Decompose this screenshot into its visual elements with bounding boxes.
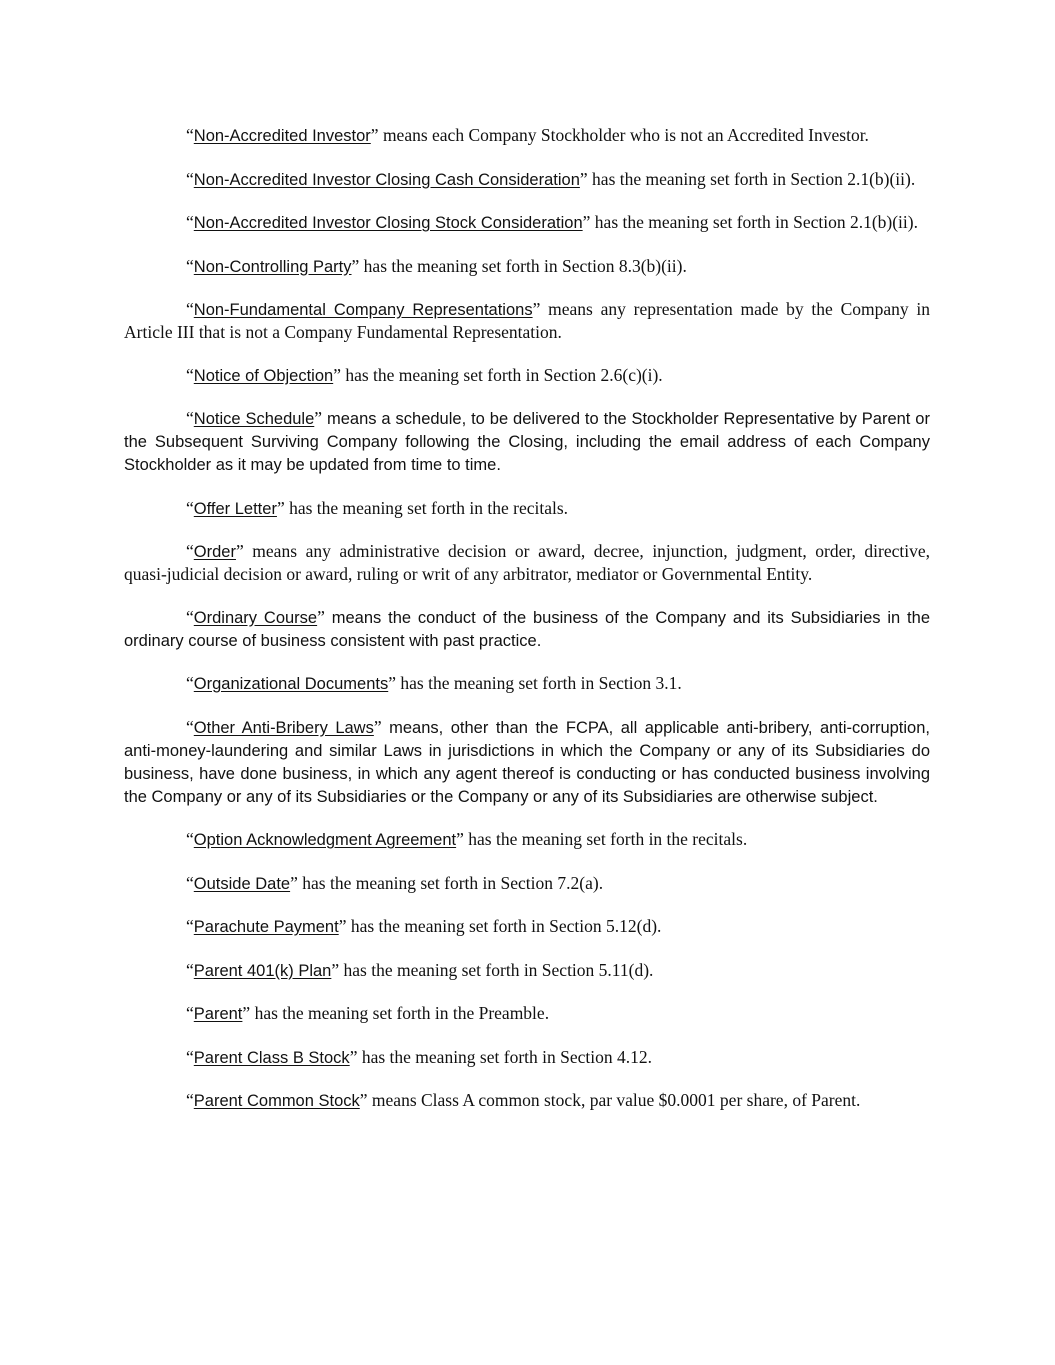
defined-term: Parachute Payment [193, 918, 339, 936]
definition-text: means any representation made by the Company in Article III that is not a Company Fundamental Representation. [124, 299, 930, 342]
definition-text: has the meaning set forth in Section 2.1(b)(ii). [587, 168, 916, 189]
defined-term: Non-Controlling Party [193, 257, 352, 276]
defined-term: Non-Accredited Investor [193, 127, 371, 145]
definition-paragraph: “Outside Date” has the meaning set forth in Section 7.2(a). [186, 872, 604, 893]
defined-term: Parent 401(k) Plan [193, 961, 332, 980]
definition-text: has the meaning set forth in Section 2.1(b)(ii). [590, 212, 918, 232]
definition-text: has the meaning set forth in Section 3.1. [396, 673, 682, 693]
defined-term: Parent Class B Stock [193, 1048, 350, 1067]
definition-paragraph: “Notice of Objection” has the meaning set forth in Section 2.6(c)(i). [186, 364, 663, 385]
defined-term: Other Anti-Bribery Laws [193, 718, 374, 737]
defined-term: Option Acknowledgment Agreement [193, 831, 457, 849]
defined-term: Parent [193, 1005, 243, 1023]
definition-paragraph: “Parachute Payment” has the meaning set forth in Section 5.12(d). [186, 916, 662, 936]
definition-paragraph: “Parent Common Stock” means Class A common stock, par value $0.0001 per share, of Parent. [186, 1090, 861, 1110]
definition-text: means the conduct of the business of the Company and its Subsidiaries in the ordinary course of business consistent with past practice. [124, 608, 930, 650]
definition-text: has the meaning set forth in the recitals. [284, 497, 569, 518]
defined-term: Notice Schedule [193, 410, 315, 428]
definition-paragraph: “Non-Accredited Investor” means each Company Stockholder who is not an Accredited Investor. [186, 125, 869, 145]
definition-paragraph: “Parent Class B Stock” has the meaning set forth in Section 4.12. [186, 1046, 652, 1067]
definition-paragraph: “Non-Controlling Party” has the meaning set forth in Section 8.3(b)(ii). [186, 255, 687, 276]
definition-text: has the meaning set forth in Section 4.12. [357, 1046, 652, 1067]
definition-text: means Class A common stock, par value $0.0001 per share, of Parent. [367, 1090, 861, 1110]
definition-text: has the meaning set forth in the Preamble. [250, 1003, 550, 1023]
definition-paragraph: “Parent” has the meaning set forth in the Preamble. [186, 1003, 550, 1023]
definition-text: means, other than the FCPA, all applicable anti-bribery, anti-corruption, anti-money-laundering and similar Laws in jurisdictions in which the Company or any of its Subsidiaries do business, have done business, in which any agent thereof is conducting or has conducted business involving the Company or any of its Subsidiaries or the Company or any of its Subsidiaries are otherwise subject. [124, 718, 930, 806]
definition-text: has the meaning set forth in Section 8.3(b)(ii). [359, 255, 687, 276]
definition-text: has the meaning set forth in the recitals. [463, 829, 748, 849]
defined-term: Outside Date [193, 874, 291, 893]
definition-paragraph: “Parent 401(k) Plan” has the meaning set forth in Section 5.11(d). [186, 959, 654, 980]
definition-paragraph: “Non-Fundamental Company Representations” means any representation made by the Company in Article III that is not a Company Fundamental Representation. [124, 299, 930, 342]
defined-term: Non-Fundamental Company Representations [193, 301, 533, 319]
defined-term: Order [193, 543, 236, 561]
definition-text: has the meaning set forth in Section 7.2(a). [297, 872, 604, 893]
definition-text: means a schedule, to be delivered to the Stockholder Representative by Parent or the Subsequent Surviving Company following the Closing, including the email address of each Company Stockholder as it may be updated from time to time. [124, 410, 930, 474]
definition-paragraph: “Notice Schedule” means a schedule, to be delivered to the Stockholder Representative by Parent or the Subsequent Surviving Company following the Closing, including the email address of each Company Stockholder as it may be updated from time to time. [124, 408, 930, 474]
definition-paragraph: “Option Acknowledgment Agreement” has the meaning set forth in the recitals. [186, 829, 748, 849]
definition-paragraph: “Other Anti-Bribery Laws” means, other than the FCPA, all applicable anti-bribery, anti-corruption, anti-money-laundering and similar Laws in jurisdictions in which the Company or any of its Subsidiaries do business, have done business, in which any agent thereof is conducting or has conducted business involving the Company or any of its Subsidiaries or the Company or any of its Subsidiaries are otherwise subject. [124, 716, 930, 806]
definition-paragraph: “Organizational Documents” has the meaning set forth in Section 3.1. [186, 673, 682, 693]
defined-term: Notice of Objection [193, 366, 334, 385]
definition-text: has the meaning set forth in Section 5.12(d). [346, 916, 662, 936]
document-page [124, 124, 930, 1133]
defined-term: Non-Accredited Investor Closing Cash Consideration [193, 170, 580, 189]
defined-term: Organizational Documents [193, 675, 389, 693]
definition-text: has the meaning set forth in Section 2.6(c)(i). [340, 364, 663, 385]
definition-text: means each Company Stockholder who is not an Accredited Investor. [378, 125, 869, 145]
definition-paragraph: “Non-Accredited Investor Closing Stock Consideration” has the meaning set forth in Section 2.1(b)(ii). [186, 212, 918, 232]
defined-term: Parent Common Stock [193, 1092, 360, 1110]
definition-text: means any administrative decision or award, decree, injunction, judgment, order, directive, quasi-judicial decision or award, ruling or writ of any arbitrator, mediator or Governmental Entity. [124, 541, 930, 584]
definition-paragraph: “Non-Accredited Investor Closing Cash Consideration” has the meaning set forth in Section 2.1(b)(ii). [186, 168, 916, 189]
definition-paragraph: “Offer Letter” has the meaning set forth in the recitals. [186, 497, 569, 518]
definition-paragraph: “Order” means any administrative decision or award, decree, injunction, judgment, order, directive, quasi-judicial decision or award, ruling or writ of any arbitrator, mediator or Governmental Entity. [124, 541, 930, 584]
defined-term: Non-Accredited Investor Closing Stock Consideration [193, 214, 583, 232]
defined-term: Offer Letter [193, 499, 277, 518]
definition-text: has the meaning set forth in Section 5.11(d). [339, 959, 654, 980]
defined-term: Ordinary Course [193, 608, 318, 627]
definition-paragraph: “Ordinary Course” means the conduct of the business of the Company and its Subsidiaries in the ordinary course of business consistent with past practice. [124, 606, 930, 650]
